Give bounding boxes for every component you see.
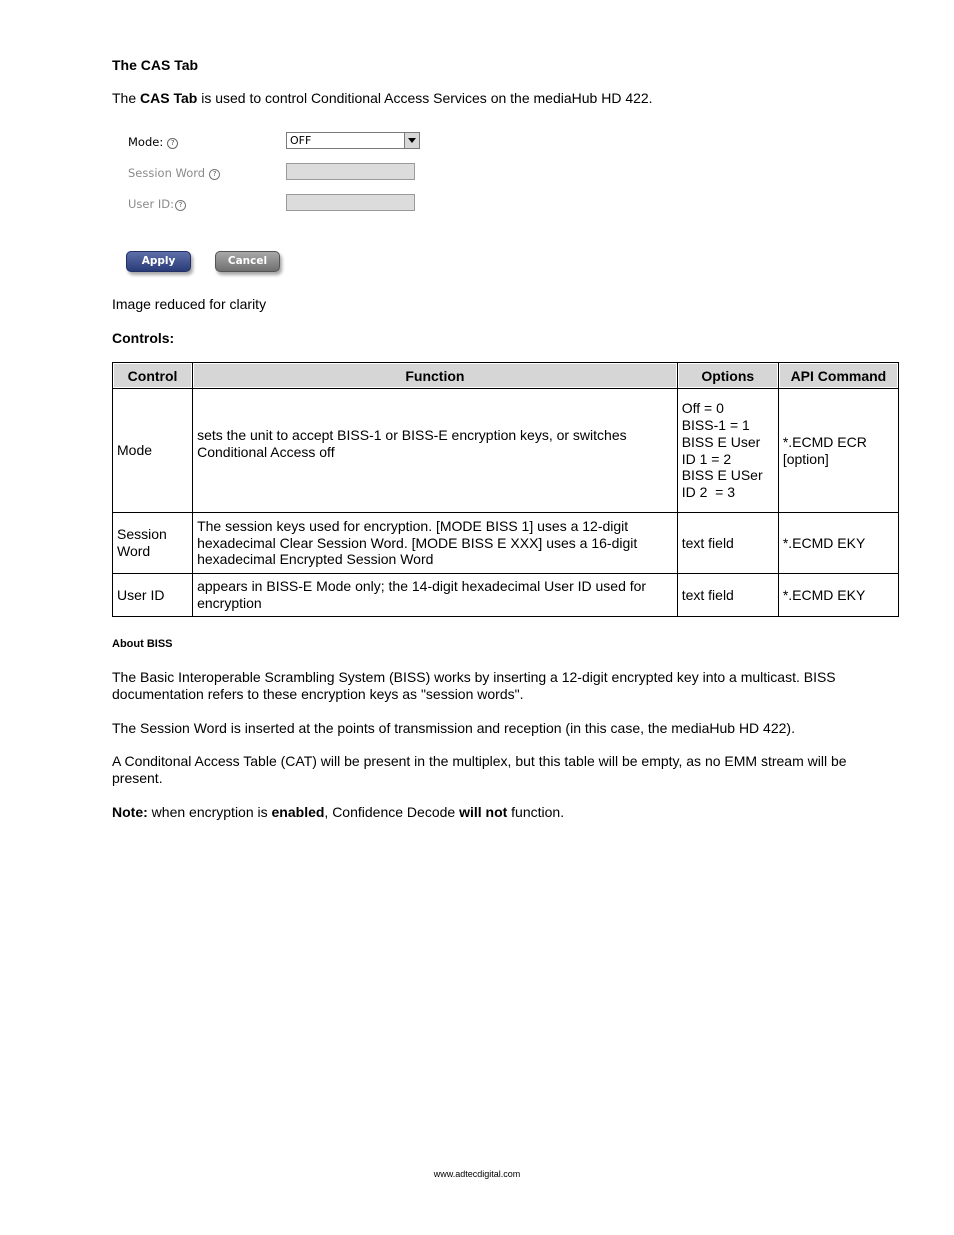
cell-function: appears in BISS-E Mode only; the 14-digit hexadecimal User ID used for encryption: [193, 574, 678, 617]
help-icon[interactable]: ?: [175, 200, 186, 211]
user-id-label: User ID: ?: [128, 197, 186, 211]
header-control: Control: [113, 363, 193, 389]
about-biss-heading: About BISS: [112, 638, 173, 650]
header-api-command: API Command: [778, 363, 898, 389]
table-row: [113, 389, 899, 513]
biss-paragraph-1: The Basic Interoperable Scrambling System (BISS) works by inserting a 12-digit encrypted key into a multicast. BISS documentation refers to these encryption keys as "session words".: [112, 669, 836, 702]
note-text: function.: [507, 804, 565, 820]
table-row: [113, 574, 899, 617]
intro-paragraph: [112, 90, 653, 106]
controls-table: [112, 362, 899, 617]
option-item: BISS E User ID 1 = 2: [681, 433, 761, 467]
session-word-input[interactable]: [286, 163, 415, 180]
cell-function: sets the unit to accept BISS-1 or BISS-E encryption keys, or switches Conditional Access off: [193, 389, 678, 513]
biss-paragraph-3: A Conditonal Access Table (CAT) will be present in the multiplex, but this table will be empty, as no EMM stream will be present.: [112, 753, 847, 786]
mode-select-value: OFF: [290, 134, 312, 147]
note-bold: enabled: [271, 804, 325, 820]
user-id-input[interactable]: [286, 194, 415, 211]
header-function: Function: [193, 363, 678, 389]
option-item: Off = 0: [681, 400, 724, 417]
intro-text-pre: The: [112, 90, 141, 106]
option-item: BISS-1 = 1: [681, 417, 750, 434]
cell-control: Session Word: [113, 513, 193, 574]
help-icon[interactable]: ?: [209, 169, 220, 180]
cell-api: *.ECMD EKY: [778, 513, 898, 574]
controls-heading: Controls:: [112, 330, 175, 346]
table-row: [113, 513, 899, 574]
table-header-row: [113, 363, 899, 389]
cell-options: text field: [677, 574, 778, 617]
cell-function: The session keys used for encryption. [MODE BISS 1] uses a 12-digit hexadecimal Clear Session Word. [MODE BISS E XXX] uses a 16-digit hexadecimal Encrypted Session Word: [193, 513, 678, 574]
cell-api: *.ECMD EKY: [778, 574, 898, 617]
chevron-down-icon[interactable]: [404, 133, 419, 148]
cancel-button[interactable]: Cancel: [215, 251, 280, 272]
note-bold: will not: [459, 804, 508, 820]
apply-button[interactable]: Apply: [126, 251, 191, 272]
biss-paragraph-2: The Session Word is inserted at the points of transmission and reception (in this case, the mediaHub HD 422).: [112, 720, 795, 736]
cell-api: *.ECMD ECR [option]: [778, 389, 898, 513]
session-word-label: Session Word ?: [128, 166, 220, 180]
option-item: BISS E USer ID 2 = 3: [681, 467, 767, 500]
note-paragraph: [112, 804, 899, 821]
note-text: when encryption is: [147, 804, 272, 820]
mode-select[interactable]: [286, 132, 420, 149]
cell-control: User ID: [113, 574, 193, 617]
note-text: , Confidence Decode: [324, 804, 460, 820]
note-label: Note:: [112, 804, 148, 820]
intro-text-post: is used to control Conditional Access Services on the mediaHub HD 422.: [197, 90, 653, 106]
mode-label: Mode: ?: [128, 135, 178, 149]
cell-options: [677, 389, 778, 513]
page-footer-url: www.adtecdigital.com: [433, 1169, 521, 1179]
header-options: Options: [677, 363, 778, 389]
cell-options: text field: [677, 513, 778, 574]
help-icon[interactable]: ?: [167, 138, 178, 149]
intro-text-bold: CAS Tab: [140, 90, 198, 106]
image-caption: Image reduced for clarity: [112, 296, 267, 312]
section-title: The CAS Tab: [112, 57, 199, 73]
cas-form-screenshot: [112, 128, 432, 278]
cell-control: Mode: [113, 389, 193, 513]
